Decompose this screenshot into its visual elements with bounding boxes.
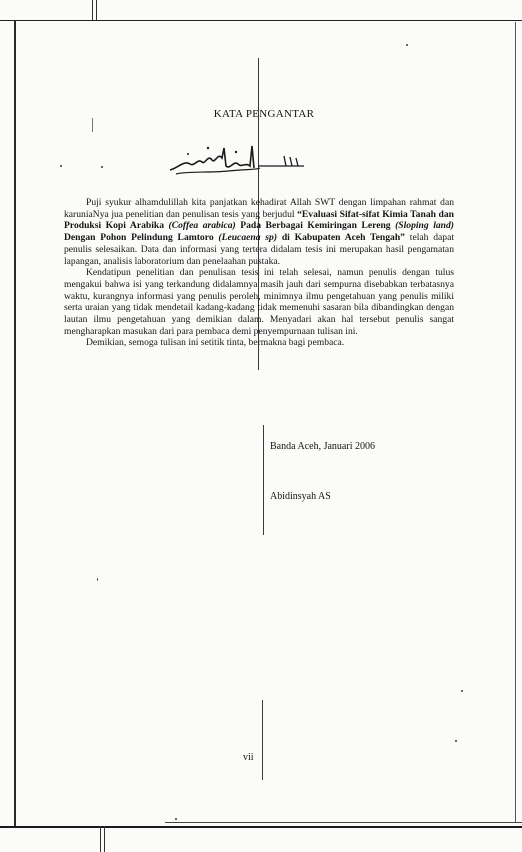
- thesis-title-latin: (Leucaena sp): [218, 232, 278, 244]
- scan-top-tick: [92, 0, 93, 20]
- thesis-title-latin: (Coffea arabica): [168, 220, 236, 232]
- scan-speck: [406, 44, 408, 46]
- scan-speck: [455, 740, 457, 742]
- scan-right-edge: [515, 22, 516, 822]
- thesis-title-latin: (Sloping land): [395, 220, 454, 232]
- basmala-calligraphy-icon: [168, 140, 306, 178]
- thesis-title-part: di Kabupaten Aceh Tengah”: [277, 232, 405, 244]
- scan-left-edge: [14, 20, 16, 828]
- scan-top-edge: [0, 20, 522, 21]
- thesis-title-part: Pada Berbagai Kemiringan Lereng: [235, 220, 396, 232]
- scan-fold-line: [263, 425, 264, 535]
- page-title: KATA PENGANTAR: [213, 108, 315, 120]
- thesis-title-part: “Evaluasi Sifat-sifat Kimia Tanah dan Produksi Kopi Arabika: [64, 208, 454, 232]
- place-date: Banda Aceh, Januari 2006: [270, 441, 375, 452]
- scan-bottom-edge-inner: [165, 822, 522, 823]
- scan-bottom-edge: [0, 826, 522, 828]
- scan-speck: [97, 578, 98, 581]
- scan-mark: [92, 118, 93, 132]
- page-number: vii: [243, 752, 254, 763]
- scan-speck: [60, 165, 62, 167]
- p1-text: Puji syukur alhamdulillah kita panjatkan kehadirat Allah SWT dengan limpahan rahmat dan karuniaNya jua penelitian dan penulisan tesis yang berjudul: [64, 197, 454, 220]
- paragraph-2: Kendatipun penelitian dan penulisan tesis ini telah selesai, namun penulis dengan tulus mengakui bahwa isi yang terkandung didalamnya masih jauh dari sempurna disebabkan terbatasnya waktu, kurangnya informasi yang penulis peroleh, minimnya ilmu pengetahuan yang penulis miliki serta uraian yang tidak mendetail kadang-kadang tidak memenuhi sasaran bila dibandingkan dengan lautan ilmu pengetahuan yang demikian dalam. Menyadari akan hal tersebut penulis sangat mengharapkan masukan dari para pembaca demi penyempurnaan tulisan ini.: [64, 267, 454, 337]
- paragraph-3: Demikian, semoga tulisan ini setitik tinta, bermakna bagi pembaca.: [86, 337, 345, 349]
- scan-bottom-tick: [100, 826, 101, 852]
- paragraph-1: [64, 197, 454, 267]
- scan-top-tick: [96, 0, 97, 20]
- p1-text: telah dapat penulis selesaikan. Data dan informasi yang tertera didalam tesis ini merupakan hasil pengamatan lapangan, analisis laboratorium dan penelaahan pustaka.: [64, 232, 454, 267]
- scan-fold-line: [262, 700, 263, 780]
- scan-speck: [175, 818, 177, 820]
- thesis-title-part: Dengan Pohon Pelindung Lamtoro: [64, 232, 219, 244]
- scan-speck: [101, 166, 103, 168]
- author-name: Abidinsyah AS: [270, 491, 331, 502]
- scan-bottom-tick: [104, 826, 105, 852]
- scan-speck: [461, 690, 463, 692]
- foreword-body: [64, 197, 454, 349]
